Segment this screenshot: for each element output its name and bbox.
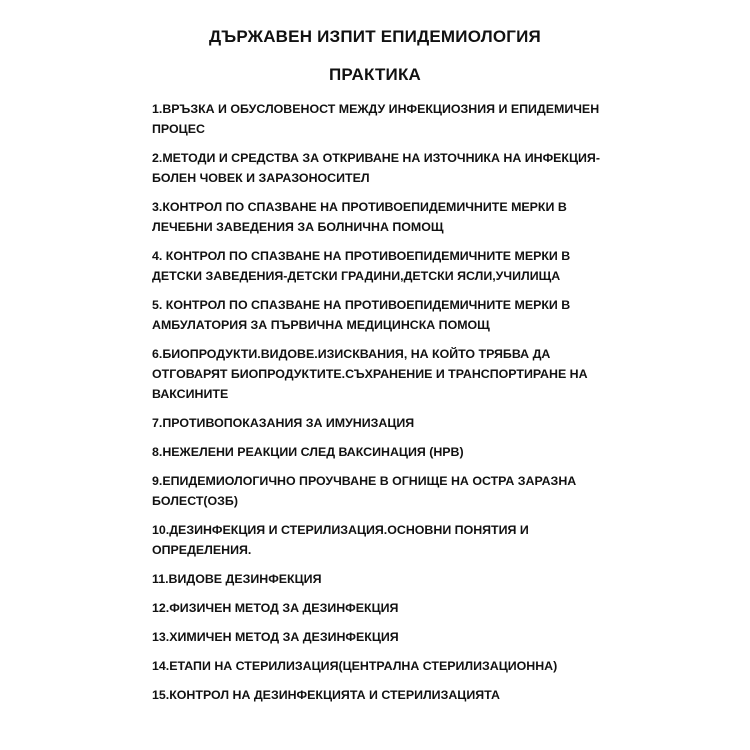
- topic-item-12-line-1: 12.ФИЗИЧЕН МЕТОД ЗА ДЕЗИНФЕКЦИЯ: [152, 601, 399, 615]
- topic-item-9-line-2: БОЛЕСТ(ОЗБ): [152, 494, 238, 508]
- topic-item-1-line-1: 1.ВРЪЗКА И ОБУСЛОВЕНОСТ МЕЖДУ ИНФЕКЦИОЗНИЯ И ЕПИДЕМИЧЕН: [152, 102, 600, 116]
- topic-item-1-line-2: ПРОЦЕС: [152, 122, 205, 136]
- topic-item-2-line-1: 2.МЕТОДИ И СРЕДСТВА ЗА ОТКРИВАНЕ НА ИЗТОЧНИКА НА ИНФЕКЦИЯ-: [152, 151, 600, 165]
- document-subtitle: ПРАКТИКА: [329, 65, 421, 84]
- topic-item-11: [152, 569, 607, 589]
- topic-item-5-line-2: АМБУЛАТОРИЯ ЗА ПЪРВИЧНА МЕДИЦИНСКА ПОМОЩ: [152, 318, 490, 332]
- topic-item-8: [152, 442, 607, 462]
- topic-item-1: [152, 99, 607, 139]
- topic-item-15-line-1: 15.КОНТРОЛ НА ДЕЗИНФЕКЦИЯТА И СТЕРИЛИЗАЦИЯТА: [152, 688, 500, 702]
- topic-item-10: [152, 520, 607, 560]
- topic-item-14-line-1: 14.ЕТАПИ НА СТЕРИЛИЗАЦИЯ(ЦЕНТРАЛНА СТЕРИЛИЗАЦИОННА): [152, 659, 558, 673]
- topic-item-5: [152, 295, 607, 335]
- topic-item-15: [152, 685, 607, 705]
- topic-item-12: [152, 598, 607, 618]
- topic-item-3: [152, 197, 607, 237]
- topic-item-3-line-2: ЛЕЧЕБНИ ЗАВЕДЕНИЯ ЗА БОЛНИЧНА ПОМОЩ: [152, 220, 444, 234]
- topic-item-10-line-1: 10.ДЕЗИНФЕКЦИЯ И СТЕРИЛИЗАЦИЯ.ОСНОВНИ ПОНЯТИЯ И: [152, 523, 529, 537]
- topic-item-6-line-3: ВАКСИНИТЕ: [152, 387, 229, 401]
- topic-item-6: [152, 344, 607, 404]
- topic-item-2: [152, 148, 607, 188]
- topic-item-6-line-2: ОТГОВАРЯТ БИОПРОДУКТИТЕ.СЪХРАНЕНИЕ И ТРАНСПОРТИРАНЕ НА: [152, 367, 588, 381]
- topic-item-3-line-1: 3.КОНТРОЛ ПО СПАЗВАНЕ НА ПРОТИВОЕПИДЕМИЧНИТЕ МЕРКИ В: [152, 200, 567, 214]
- topic-item-7: [152, 413, 607, 433]
- topic-item-11-line-1: 11.ВИДОВЕ ДЕЗИНФЕКЦИЯ: [152, 572, 322, 586]
- topic-item-9: [152, 471, 607, 511]
- topic-item-8-line-1: 8.НЕЖЕЛЕНИ РЕАКЦИИ СЛЕД ВАКСИНАЦИЯ (НРВ): [152, 445, 464, 459]
- topic-item-14: [152, 656, 607, 676]
- topic-item-13-line-1: 13.ХИМИЧЕН МЕТОД ЗА ДЕЗИНФЕКЦИЯ: [152, 630, 399, 644]
- topic-item-2-line-2: БОЛЕН ЧОВЕК И ЗАРАЗОНОСИТЕЛ: [152, 171, 370, 185]
- topic-item-9-line-1: 9.ЕПИДЕМИОЛОГИЧНО ПРОУЧВАНЕ В ОГНИЩЕ НА ОСТРА ЗАРАЗНА: [152, 474, 577, 488]
- topic-item-13: [152, 627, 607, 647]
- topic-list: [152, 99, 607, 714]
- document-title: ДЪРЖАВЕН ИЗПИТ ЕПИДЕМИОЛОГИЯ: [209, 27, 541, 46]
- topic-item-4-line-2: ДЕТСКИ ЗАВЕДЕНИЯ-ДЕТСКИ ГРАДИНИ,ДЕТСКИ ЯСЛИ,УЧИЛИЩА: [152, 269, 561, 283]
- topic-item-4: [152, 246, 607, 286]
- topic-item-5-line-1: 5. КОНТРОЛ ПО СПАЗВАНЕ НА ПРОТИВОЕПИДЕМИЧНИТЕ МЕРКИ В: [152, 298, 571, 312]
- topic-item-7-line-1: 7.ПРОТИВОПОКАЗАНИЯ ЗА ИМУНИЗАЦИЯ: [152, 416, 415, 430]
- topic-item-4-line-1: 4. КОНТРОЛ ПО СПАЗВАНЕ НА ПРОТИВОЕПИДЕМИЧНИТЕ МЕРКИ В: [152, 249, 571, 263]
- topic-item-10-line-2: ОПРЕДЕЛЕНИЯ.: [152, 543, 252, 557]
- topic-item-6-line-1: 6.БИОПРОДУКТИ.ВИДОВЕ.ИЗИСКВАНИЯ, НА КОЙТО ТРЯБВА ДА: [152, 347, 551, 361]
